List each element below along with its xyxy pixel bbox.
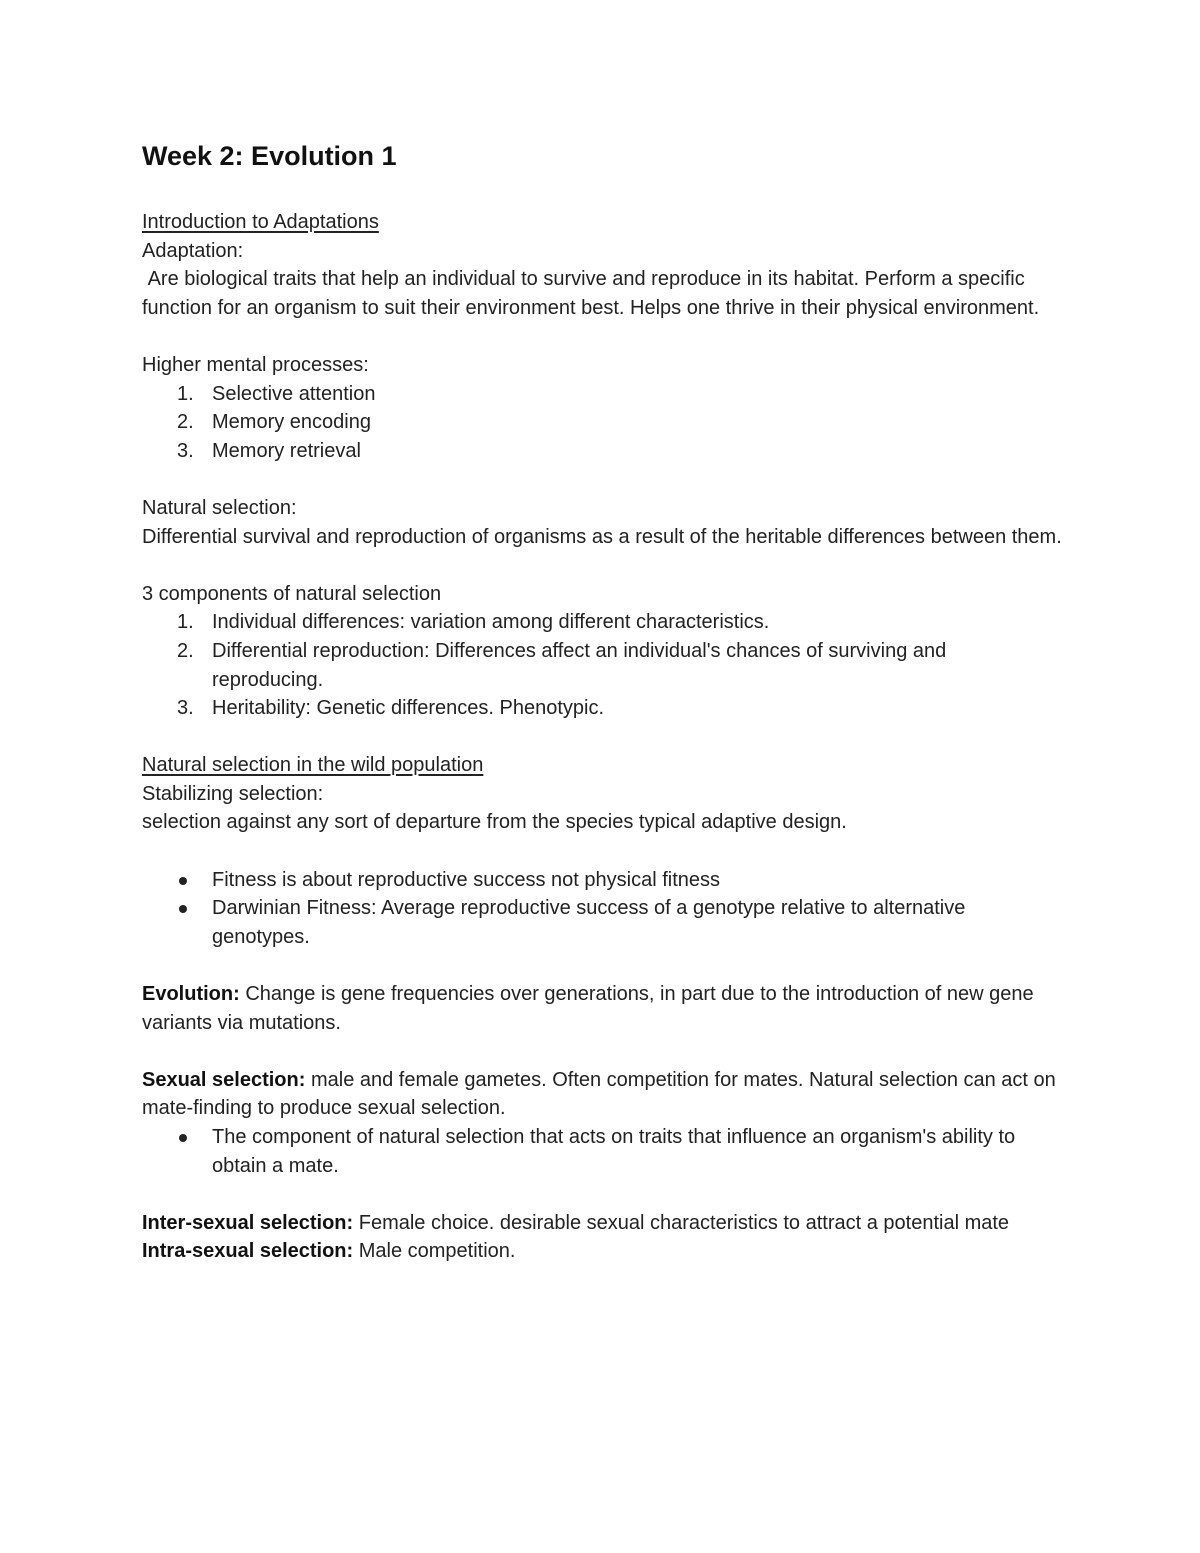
list-item: Fitness is about reproductive success not physical fitness xyxy=(142,866,1062,895)
list-item: The component of natural selection that acts on traits that influence an organism's ability to obtain a mate. xyxy=(142,1123,1062,1180)
intra-sexual-paragraph: Intra-sexual selection: Male competition. xyxy=(142,1240,516,1263)
evolution-paragraph: Evolution: Change is gene frequencies over generations, in part due to the introduction of new gene variants via mutations. xyxy=(142,983,1040,1034)
intra-sexual-term: Intra-sexual selection: xyxy=(142,1240,354,1263)
list-item: Darwinian Fitness: Average reproductive success of a genotype relative to alternative genotypes. xyxy=(142,894,1062,951)
bullet-icon xyxy=(179,877,187,885)
page-title: Week 2: Evolution 1 xyxy=(142,141,397,171)
inter-sexual-paragraph: Inter-sexual selection: Female choice. desirable sexual characteristics to attract a potential mate xyxy=(142,1211,1010,1234)
sexual-selection-term: Sexual selection: xyxy=(142,1068,306,1091)
list-item: 2. Memory encoding xyxy=(177,411,371,434)
natural-selection-definition: Differential survival and reproduction of organisms as a result of the heritable differences between them. xyxy=(142,525,1062,548)
sexual-selection-bullet-list xyxy=(142,1123,1062,1180)
components-list xyxy=(142,608,1062,722)
natural-selection-heading: Natural selection: xyxy=(142,496,297,519)
list-item: 3. Memory retrieval xyxy=(177,439,361,462)
mental-processes-list xyxy=(142,380,1062,466)
adaptation-definition: Are biological traits that help an individual to survive and reproduce in its habitat. Perform a specific function for an organism to suit their environment best. Helps one thrive in their physical environment. xyxy=(142,268,1040,319)
section-heading-adaptations: Introduction to Adaptations xyxy=(142,211,379,233)
sexual-selection-paragraph: Sexual selection: male and female gametes. Often competition for mates. Natural selection can act on mate-finding to produce sexual selection. xyxy=(142,1068,1062,1120)
list-item: 1. Selective attention xyxy=(177,382,376,405)
evolution-term: Evolution: xyxy=(142,983,240,1006)
document-page xyxy=(142,138,1062,1266)
bullet-icon xyxy=(179,905,187,913)
adaptation-term: Adaptation: xyxy=(142,239,244,262)
inter-sexual-term: Inter-sexual selection: xyxy=(142,1211,354,1234)
stabilizing-selection-definition: selection against any sort of departure from the species typical adaptive design. xyxy=(142,811,847,834)
components-heading: 3 components of natural selection xyxy=(142,582,442,605)
list-item: 3. Heritability: Genetic differences. Phenotypic. xyxy=(177,697,605,720)
list-item: 2. Differential reproduction: Differences affect an individual's chances of surviving and reproducing. xyxy=(177,639,947,691)
fitness-bullet-list xyxy=(142,866,1062,952)
mental-processes-heading: Higher mental processes: xyxy=(142,353,369,376)
section-heading-wild-population: Natural selection in the wild population xyxy=(142,754,484,777)
list-item: 1. Individual differences: variation among different characteristics. xyxy=(177,611,770,634)
stabilizing-selection-term: Stabilizing selection: xyxy=(142,782,324,805)
bullet-icon xyxy=(179,1134,187,1142)
